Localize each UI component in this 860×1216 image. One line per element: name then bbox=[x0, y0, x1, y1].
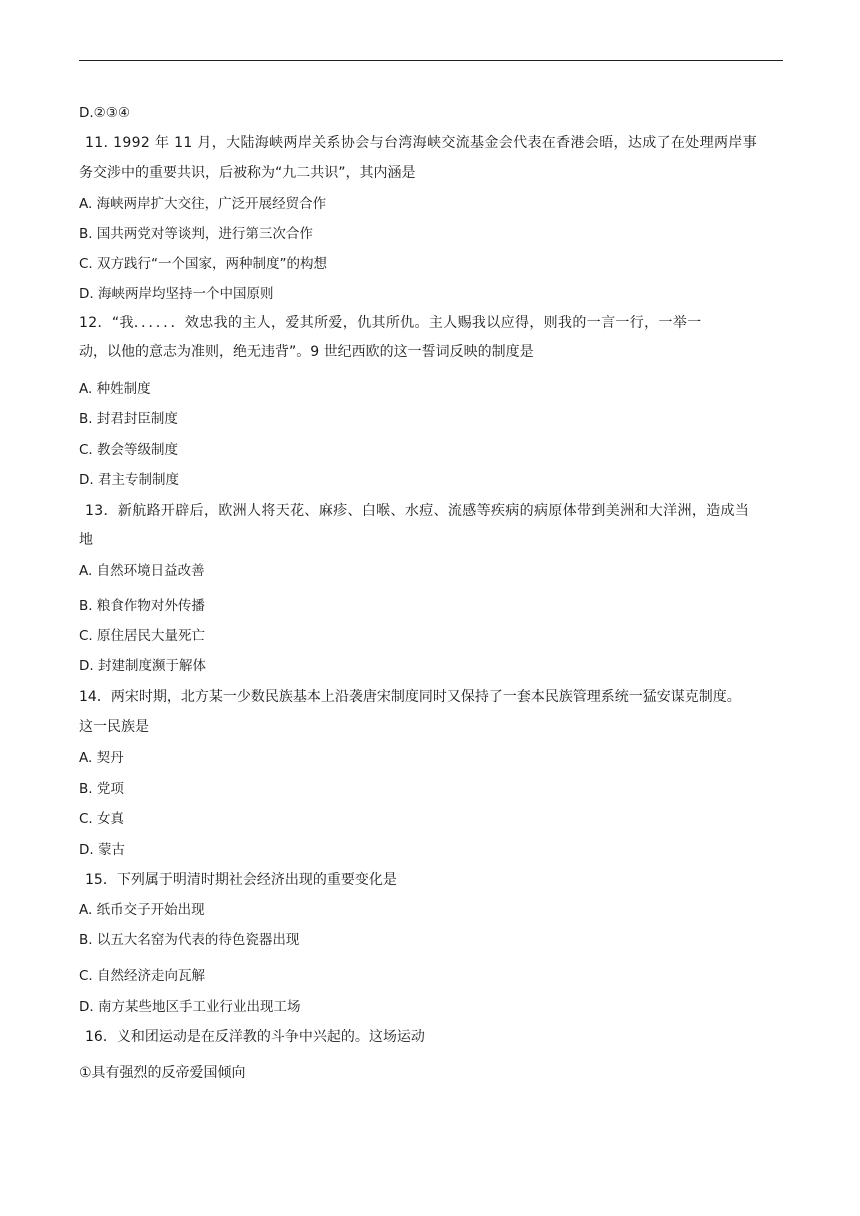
option-c: C. 教会等级制度 bbox=[79, 442, 179, 458]
header-rule bbox=[79, 60, 783, 61]
question-stem-line: 动，以他的意志为准则，绝无违背”。9 世纪西欧的这一誓词反映的制度是 bbox=[79, 344, 534, 360]
option-d: D. 君主专制制度 bbox=[79, 472, 179, 488]
option-a: A. 种姓制度 bbox=[79, 381, 151, 397]
option-d: D. 封建制度濒于解体 bbox=[79, 658, 206, 674]
option-d: D. 海峡两岸均坚持一个中国原则 bbox=[79, 286, 274, 302]
option-c: C. 自然经济走向瓦解 bbox=[79, 968, 206, 984]
option-d: D. 南方某些地区手工业行业出现工场 bbox=[79, 999, 301, 1015]
option-c: C. 原住居民大量死亡 bbox=[79, 628, 206, 644]
option-a: A. 契丹 bbox=[79, 750, 124, 766]
question-stem-line: 14．两宋时期，北方某一少数民族基本上沿袭唐宋制度同时又保持了一套本民族管理系统一猛安谋克制度。 bbox=[79, 689, 741, 705]
question-stem-line: 地 bbox=[79, 532, 93, 548]
option-d: D. 蒙古 bbox=[79, 842, 125, 858]
question-stem-line: 16．义和团运动是在反洋教的斗争中兴起的。这场运动 bbox=[85, 1029, 425, 1045]
option-a: A. 纸币交子开始出现 bbox=[79, 902, 205, 918]
question-stem-line: 11. 1992 年 11 月，大陆海峡两岸关系协会与台湾海峡交流基金会代表在香港会晤，达成了在处理两岸事 bbox=[85, 135, 758, 151]
question-stem-line: 这一民族是 bbox=[79, 719, 149, 735]
previous-answer-option-d: D.②③④ bbox=[79, 105, 130, 121]
question-stem-line: 15．下列属于明清时期社会经济出现的重要变化是 bbox=[85, 872, 397, 888]
option-b: B. 封君封臣制度 bbox=[79, 411, 178, 427]
option-c: C. 女真 bbox=[79, 811, 125, 827]
option-b: B. 国共两党对等谈判，进行第三次合作 bbox=[79, 226, 313, 242]
question-stem-line: 13．新航路开辟后，欧洲人将天花、麻疹、白喉、水痘、流感等疾病的病原体带到美洲和大洋洲，造成当 bbox=[85, 503, 750, 519]
option-b: B. 粮食作物对外传播 bbox=[79, 598, 205, 614]
option-a: A. 海峡两岸扩大交往，广泛开展经贸合作 bbox=[79, 196, 327, 212]
option-a: A. 自然环境日益改善 bbox=[79, 563, 205, 579]
question-stem-line: 12．“我．．．．．．效忠我的主人，爱其所爱，仇其所仇。主人赐我以应得，则我的一言一行，一举一 bbox=[79, 315, 702, 331]
option-b: B. 以五大名窑为代表的待色瓷器出现 bbox=[79, 932, 300, 948]
question-stem-line: 务交涉中的重要共识，后被称为“九二共识”，其内涵是 bbox=[79, 165, 416, 181]
option-c: C. 双方践行“一个国家，两种制度”的构想 bbox=[79, 256, 327, 272]
statement-1: ①具有强烈的反帝爱国倾向 bbox=[79, 1065, 246, 1081]
option-b: B. 党项 bbox=[79, 781, 124, 797]
